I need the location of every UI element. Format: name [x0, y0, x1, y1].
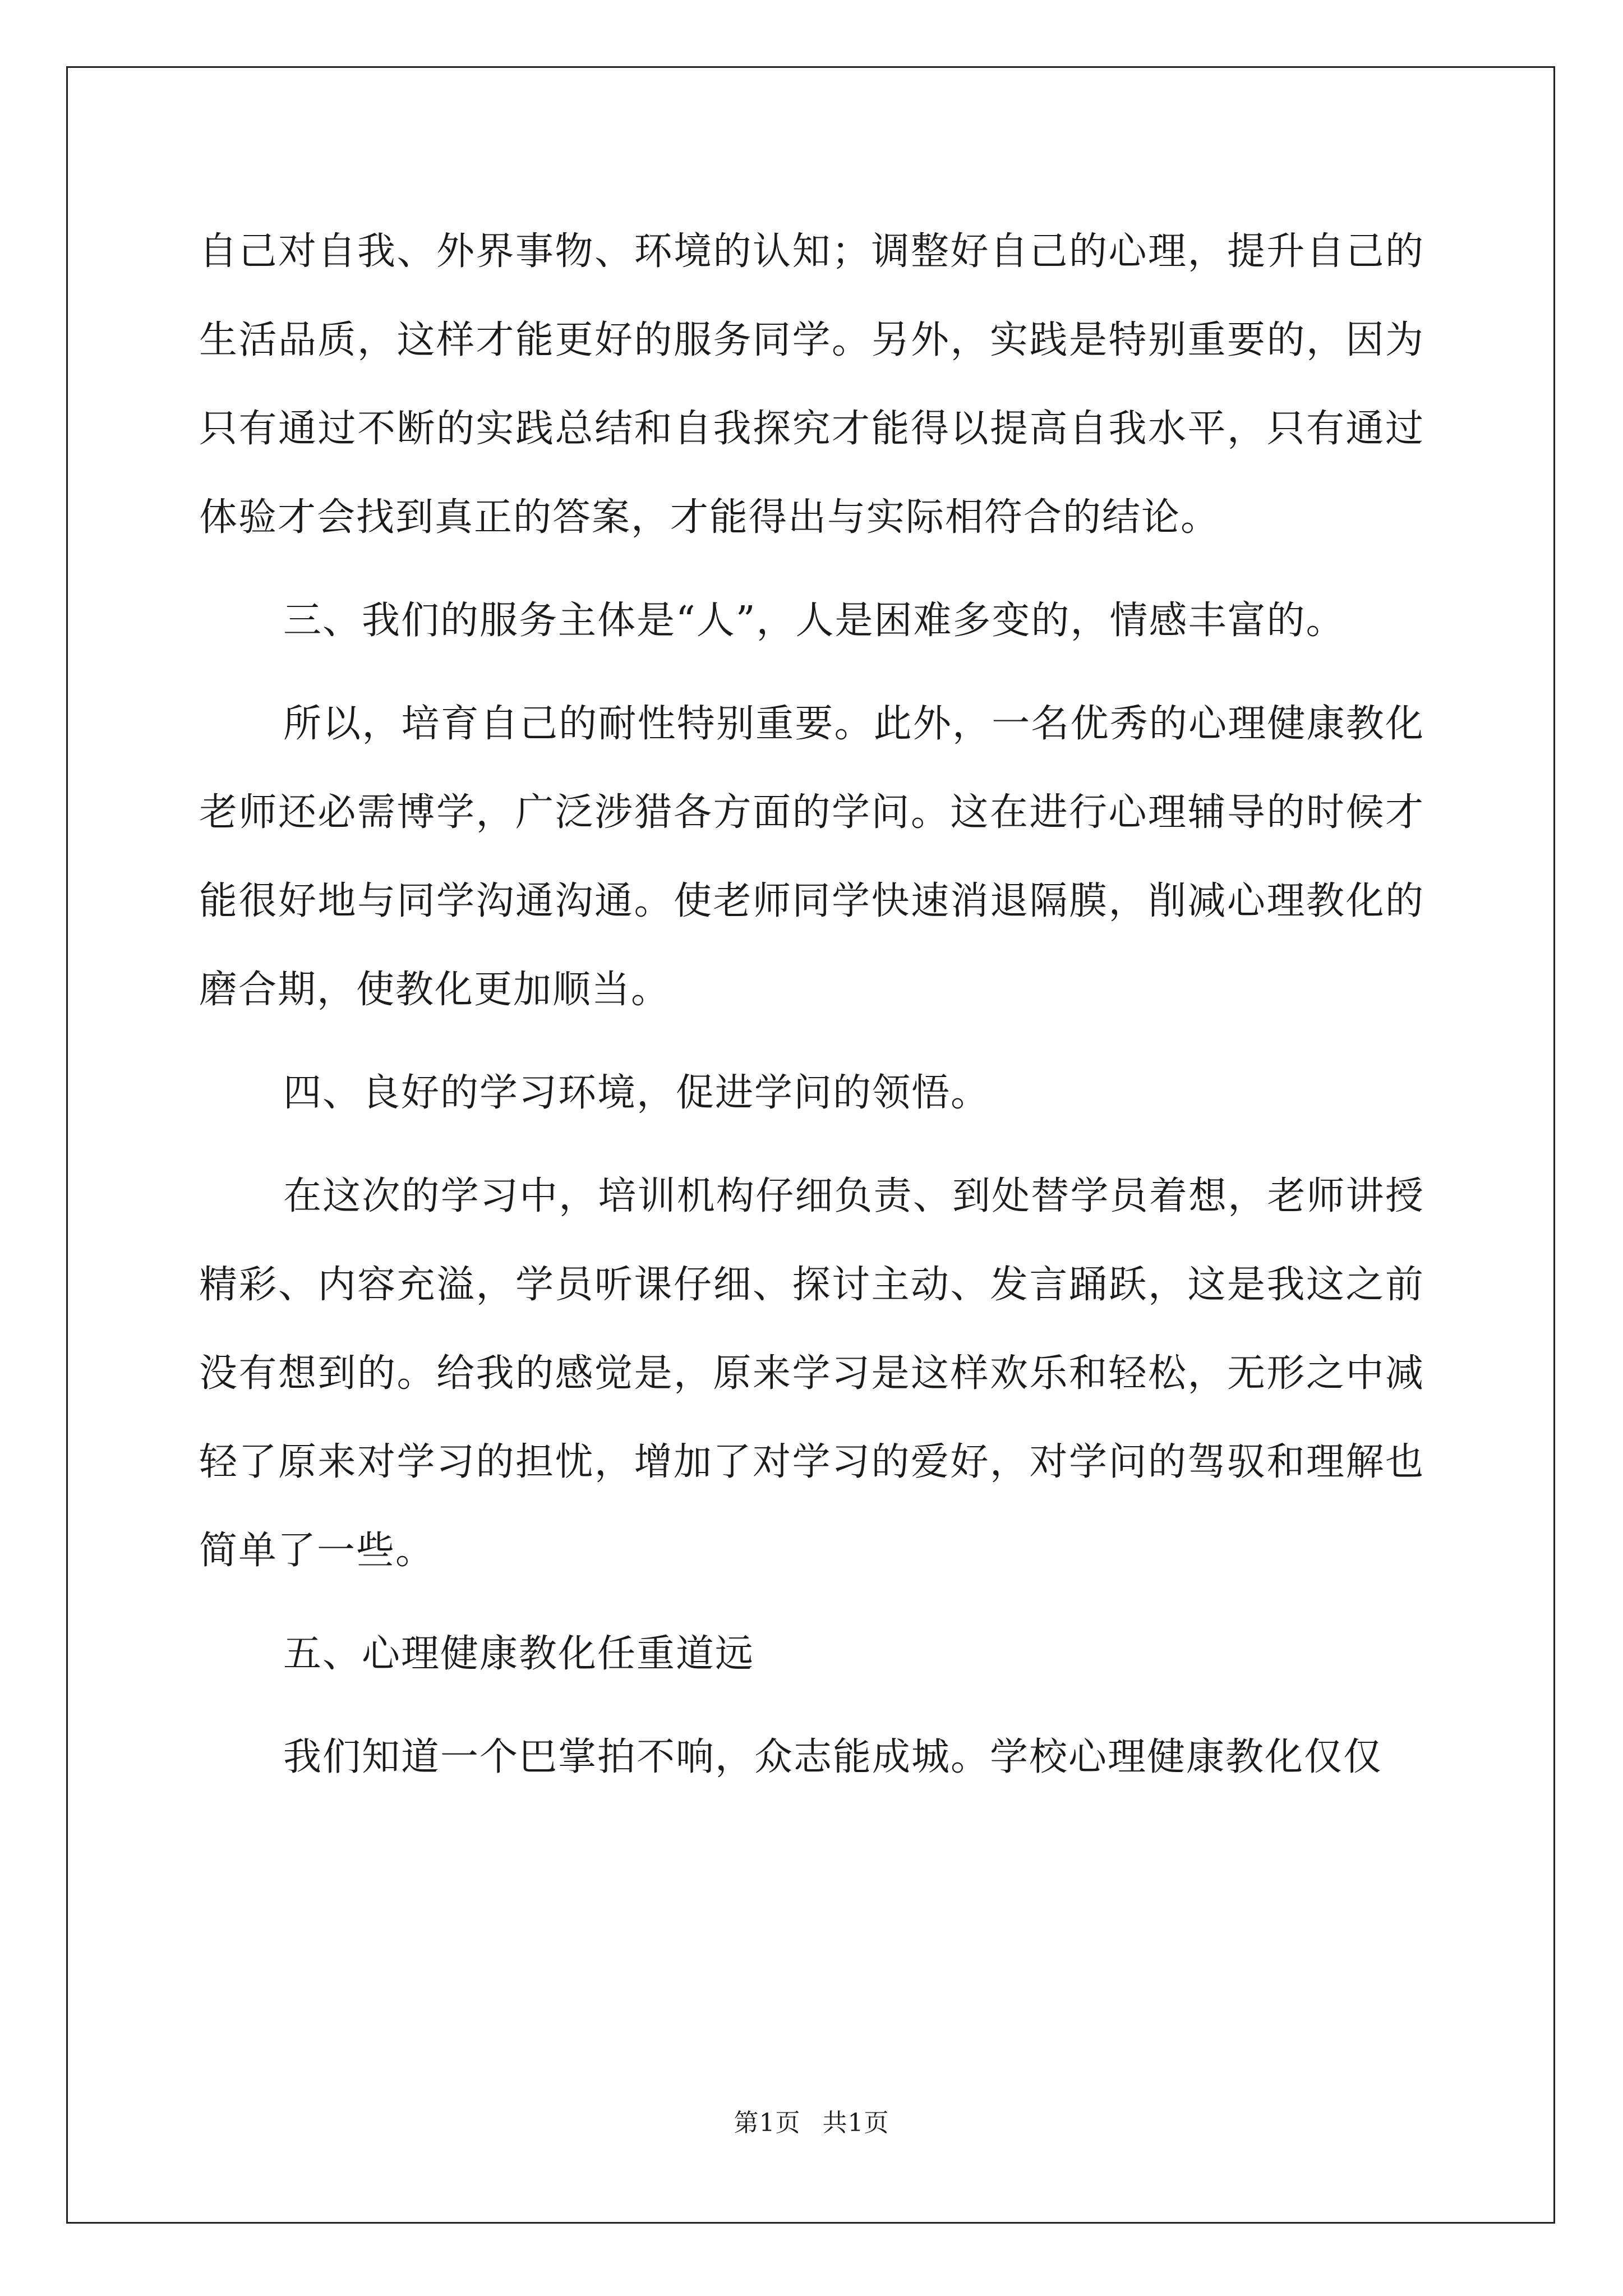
- page-total-label: 共1页: [822, 2109, 889, 2137]
- page-number-label: 第1页: [734, 2109, 801, 2137]
- section-heading-five: 五、心理健康教化任重道远: [283, 1632, 755, 1676]
- paragraph-continuation: 自己对自我、外界事物、环境的认知；调整好自己的心理，提升自己的生活品质，这样才能更好的服务同学。另外，实践是特别重要的，因为只有通过不断的实践总结和自我探究才能得以提高自我水平，只有通过体验才会找到真正的答案，才能得出与实际相符合的结论。: [199, 229, 1424, 540]
- page-footer: [0, 2102, 1623, 2138]
- document-body: [199, 208, 1424, 1816]
- section-heading-four: 四、良好的学习环境，促进学问的领悟。: [283, 1071, 990, 1115]
- paragraph-patience: 所以，培育自己的耐性特别重要。此外，一名优秀的心理健康教化老师还必需博学，广泛涉猎各方面的学问。这在进行心理辅导的时候才能很好地与同学沟通沟通。使老师同学快速消退隔膜，削减心理教化的磨合期，使教化更加顺当。: [199, 702, 1424, 1012]
- paragraph-learning-environment: 在这次的学习中，培训机构仔细负责、到处替学员着想，老师讲授精彩、内容充溢，学员听课仔细、探讨主动、发言踊跃，这是我这之前没有想到的。给我的感觉是，原来学习是这样欢乐和轻松，无形之中减轻了原来对学习的担忧，增加了对学习的爱好，对学问的驾驭和理解也简单了一些。: [199, 1174, 1424, 1573]
- paragraph-teamwork: 我们知道一个巴掌拍不响，众志能成城。学校心理健康教化仅仅: [283, 1735, 1383, 1779]
- section-heading-three: 三、我们的服务主体是“人”，人是困难多变的，情感丰富的。: [283, 599, 1345, 643]
